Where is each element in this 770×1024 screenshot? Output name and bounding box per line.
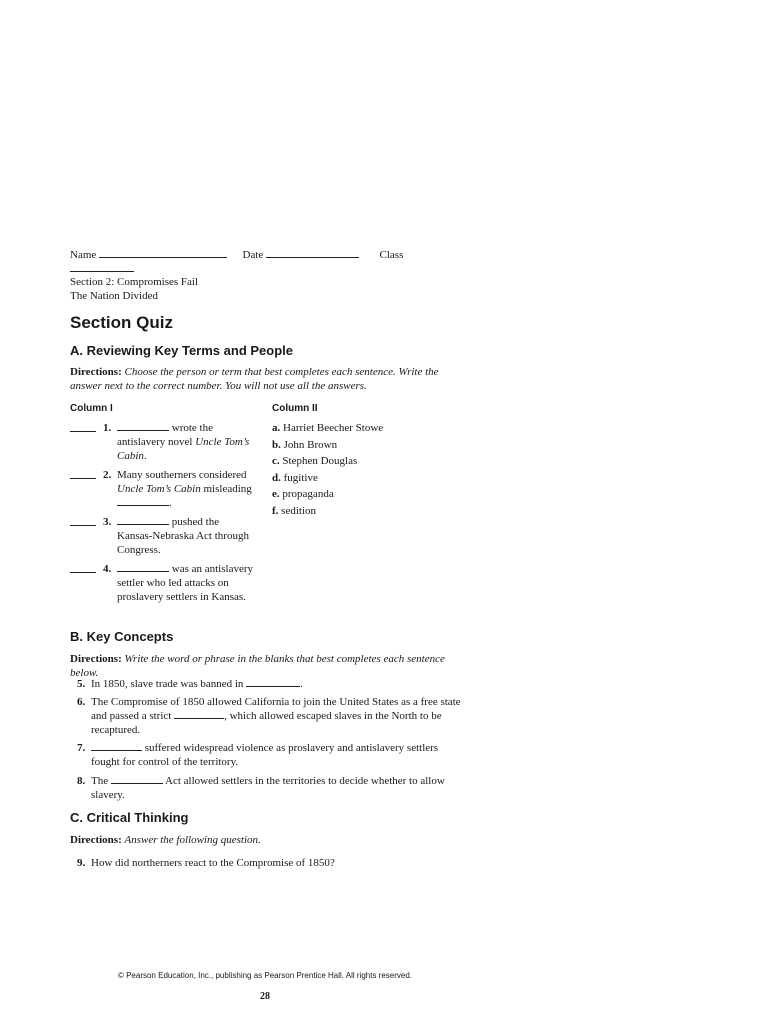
header-row [70,248,470,276]
sentence-blank [117,515,169,525]
item-number: 2. [103,469,112,481]
answer-blank-4[interactable] [70,563,96,573]
option-d: d. fugitive [272,471,318,484]
answer-area-9[interactable] [91,875,471,955]
section-line: Section 2: Compromises Fail [70,276,199,288]
copyright-notice: © Pearson Education, Inc., publishing as Pearson Prentice Hall. All rights reserved. [117,971,413,980]
name-label: Name [70,249,97,261]
page-title: Section Quiz [70,313,173,332]
class-label: Class [379,249,404,261]
sentence-blank [117,421,169,431]
option-a: a. Harriet Beecher Stowe [272,422,384,434]
option-c: c. Stephen Douglas [272,455,358,467]
part-b-heading: B. Key Concepts [70,629,174,644]
class-field[interactable] [70,270,134,272]
part-b-directions [70,652,470,680]
matching-item-4: 4. was an antislavery settler who led attacks on proslavery settlers in Kansas. [70,562,270,604]
part-a-heading: A. Reviewing Key Terms and People [70,343,293,358]
directions-text: Write the word or phrase in the blanks that best completes each sentence below. [70,653,445,679]
directions-label: Directions: [70,834,122,846]
option-b: b. John Brown [272,438,338,451]
answer-blank-7[interactable] [91,741,142,751]
column-ii-heading: Column II [272,403,318,414]
sentence-blank [117,562,169,572]
column-i-heading: Column I [70,403,113,414]
matching-item-1: 1. wrote the antislavery novel Uncle Tom’s Cabin. [70,421,270,463]
name-field[interactable] [99,256,227,258]
directions-text: Choose the person or term that best completes each sentence. Write the answer next to the correct number. You will not use all the answers. [70,366,439,392]
item-number: 3. [103,516,112,528]
part-c-heading: C. Critical Thinking [70,810,189,825]
part-c-directions [70,833,470,847]
item-number: 1. [103,422,112,434]
matching-item-2: 2. Many southerners considered Uncle Tom’s Cabin misleading . [70,468,270,510]
option-f: f. sedition [272,504,317,517]
part-a-directions [70,365,455,393]
page-number: 28 [260,991,270,1002]
chapter-line: The Nation Divided [70,290,158,302]
sentence-blank [117,496,169,506]
answer-blank-8[interactable] [111,774,163,784]
answer-blank-6[interactable] [174,709,224,719]
directions-label: Directions: [70,653,122,665]
item-number: 4. [103,563,112,575]
option-e: e. propaganda [272,488,334,500]
answer-blank-3[interactable] [70,516,96,526]
date-label: Date [242,249,264,261]
column-ii-options [272,421,452,520]
answer-blank-1[interactable] [70,422,96,432]
answer-blank-5[interactable] [246,677,300,687]
date-field[interactable] [266,256,359,258]
matching-item-3: 3. pushed the Kansas-Nebraska Act through Congress. [70,515,270,557]
answer-blank-2[interactable] [70,469,96,479]
directions-label: Directions: [70,366,122,378]
directions-text: Answer the following question. [124,834,261,846]
